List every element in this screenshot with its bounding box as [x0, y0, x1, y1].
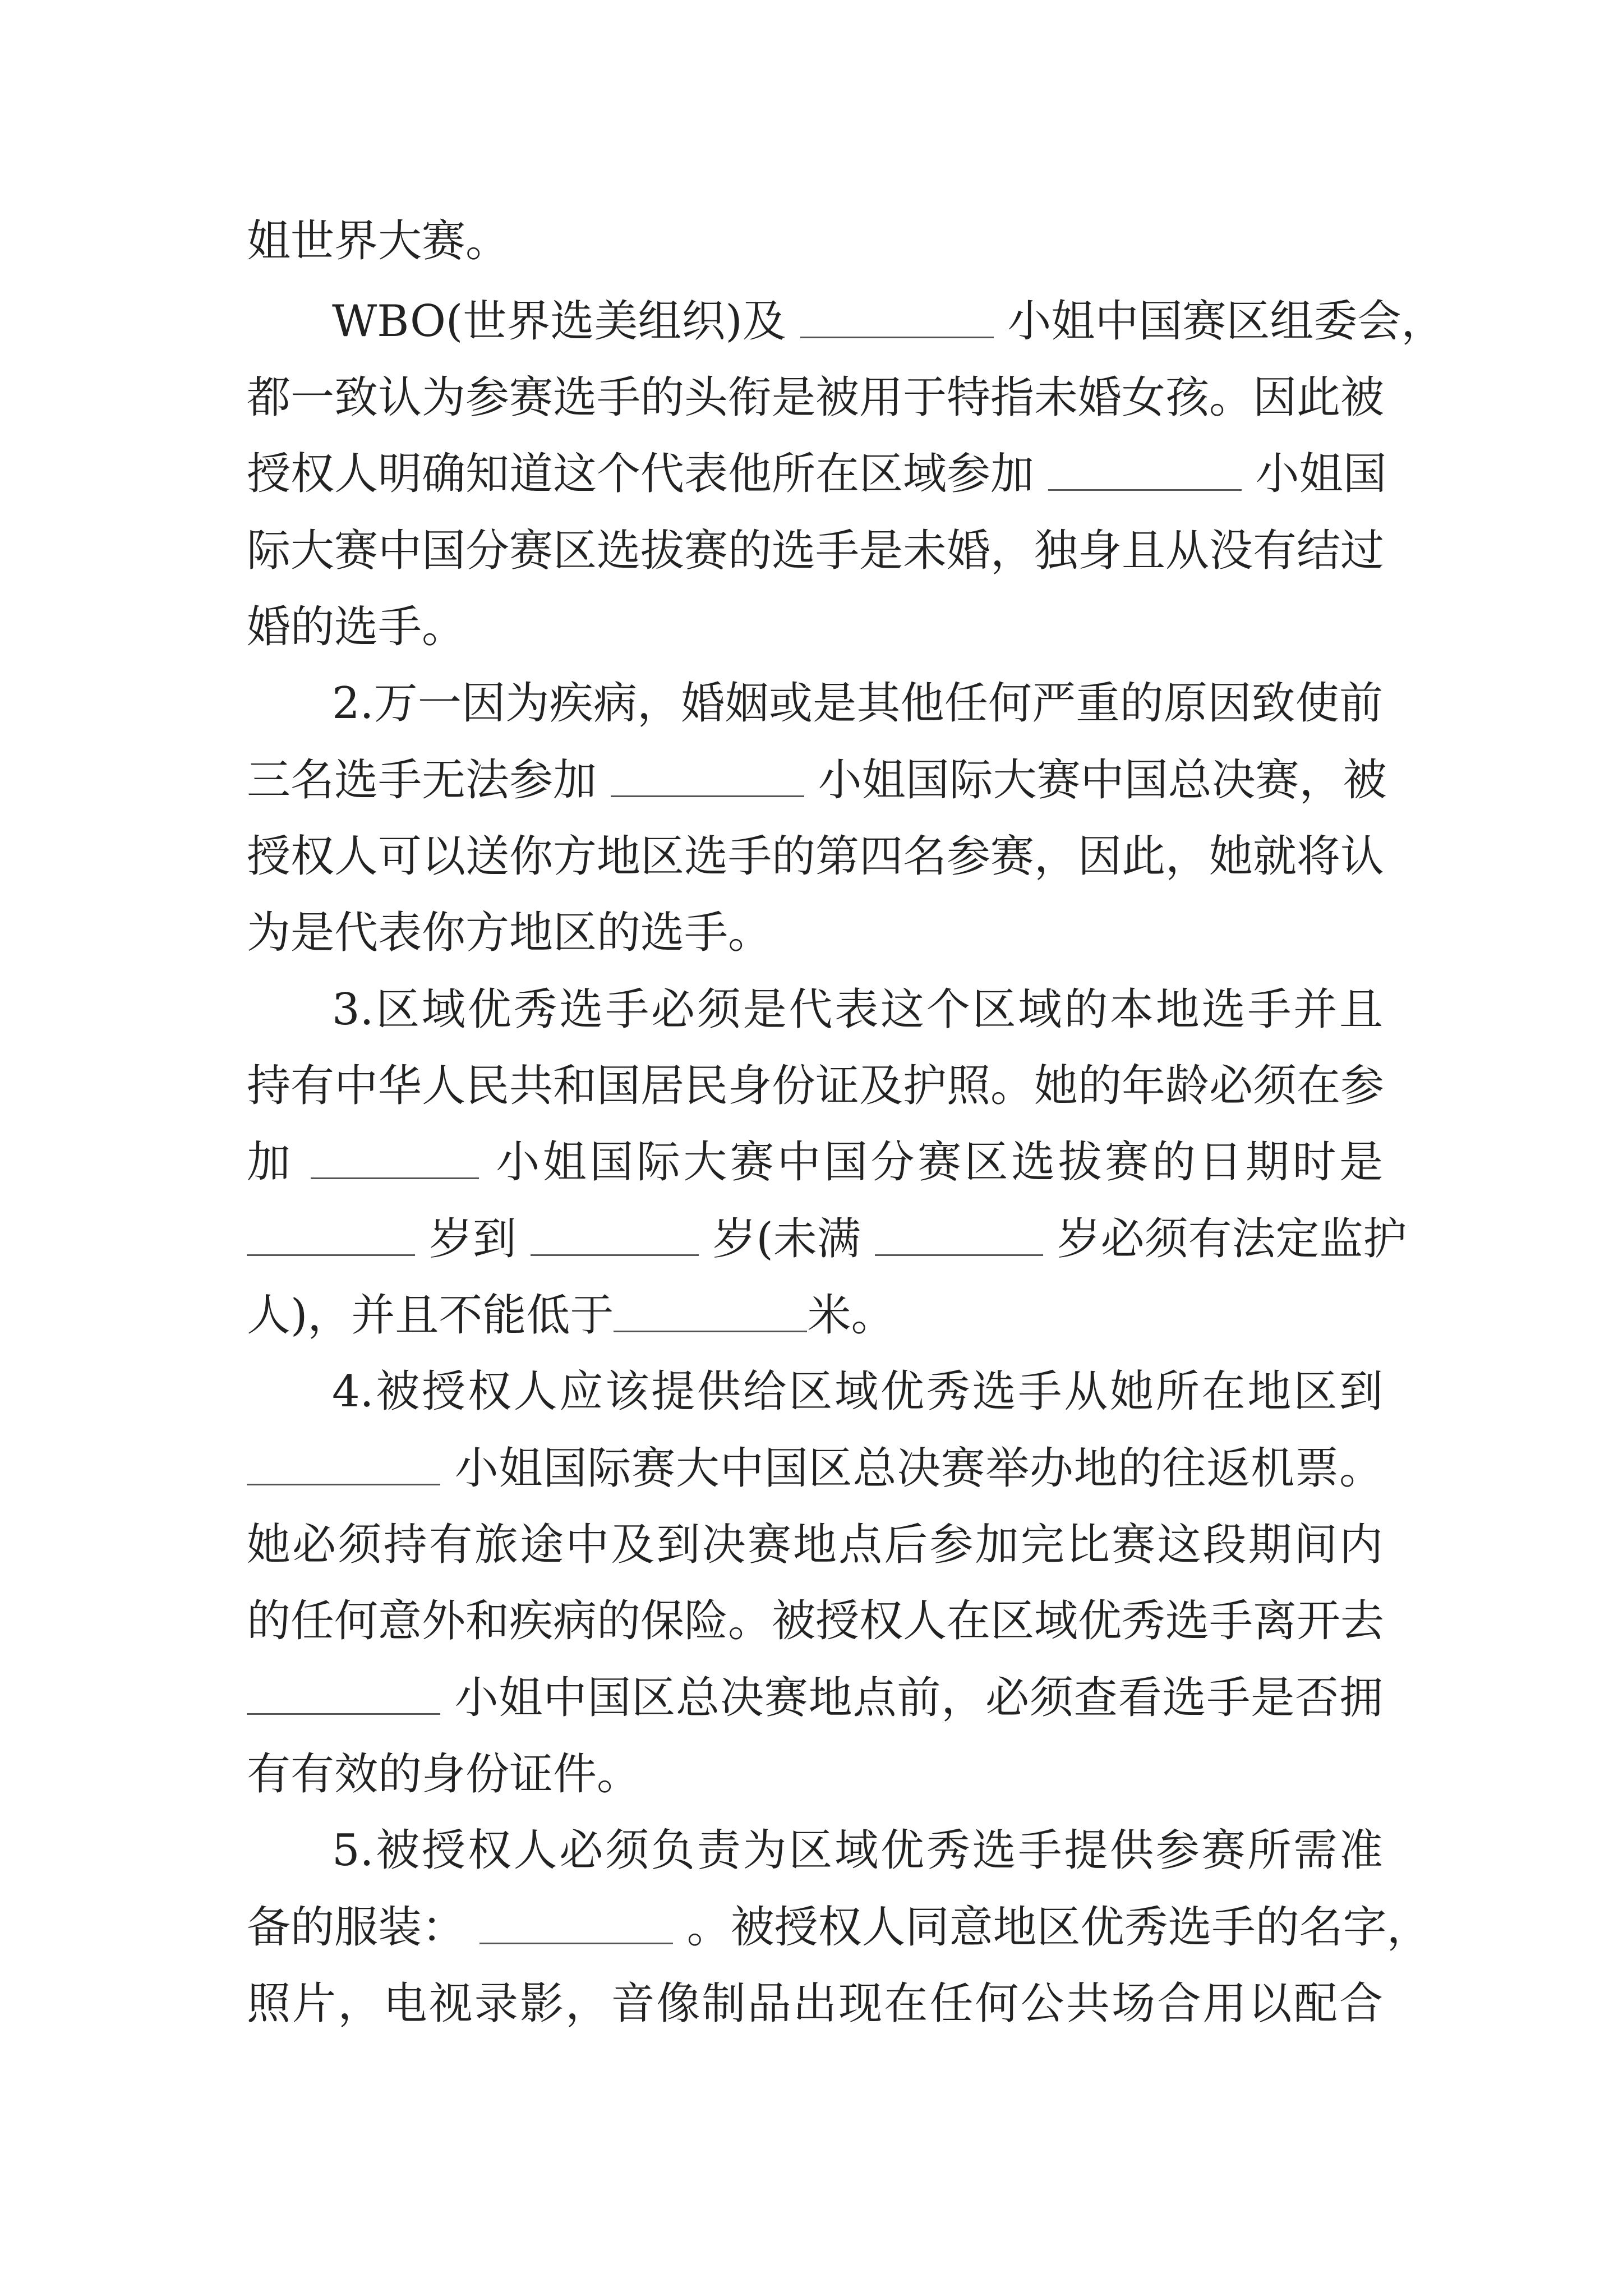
- text-fragment: 照片，电视录影，音像制品出现在任何公共场合用以配合: [247, 1978, 1383, 2029]
- text-fragment: 都一致认为参赛选手的头衔是被用于特指未婚女孩。因此被: [247, 372, 1385, 423]
- text-line: [247, 1443, 1383, 1494]
- text-line: [247, 372, 1383, 423]
- text-fragment: 。被授权人同意地区优秀选手的名字，: [686, 1902, 1431, 1953]
- text-fragment: 小姐国际大赛中国分赛区选拔赛的日期时是: [496, 1137, 1383, 1188]
- text-line: [247, 1902, 1431, 1953]
- text-fragment: 小姐国际大赛中国总决赛，被: [818, 755, 1387, 806]
- text-line: [247, 1978, 1383, 2029]
- text-line: [247, 1290, 1383, 1341]
- text-fragment: 婚的选手。: [247, 602, 466, 652]
- text-line: [332, 678, 1383, 729]
- text-line: [247, 1061, 1383, 1111]
- text-fragment: 的任何意外和疾病的保险。被授权人在区域优秀选手离开去: [247, 1596, 1385, 1646]
- text-fragment: 授权人可以送你方地区选手的第四名参赛，因此，她就将认: [247, 831, 1385, 882]
- text-line: [247, 526, 1383, 576]
- text-fragment: 际大赛中国分赛区选拔赛的选手是未婚，独身且从没有结过: [247, 526, 1385, 576]
- text-fragment: 三名选手无法参加: [247, 755, 597, 806]
- text-fragment: 小姐中国赛区组委会，: [1007, 296, 1445, 347]
- text-fragment: 小姐国: [1255, 449, 1387, 499]
- text-line: [247, 1673, 1383, 1723]
- text-fragment: 备的服装：: [247, 1902, 466, 1953]
- text-line: [332, 296, 1445, 347]
- text-fragment: 米。: [807, 1290, 895, 1341]
- text-fragment: 授权人明确知道这个代表他所在区域参加: [247, 449, 1035, 499]
- text-fragment: 3.区域优秀选手必须是代表这个区域的本地选手并且: [332, 984, 1383, 1035]
- text-fragment: 持有中华人民共和国居民身份证及护照。她的年龄必须在参: [247, 1061, 1385, 1111]
- text-line: [247, 1596, 1383, 1646]
- fill-in-blank: [875, 1221, 1043, 1256]
- fill-in-blank: [247, 1680, 440, 1715]
- text-line: [247, 602, 1383, 652]
- text-line: [247, 1520, 1383, 1570]
- text-fragment: WBO(世界选美组织)及: [332, 296, 786, 347]
- text-line: [247, 1137, 1383, 1188]
- text-line: [332, 1366, 1383, 1417]
- text-line: [247, 755, 1387, 806]
- text-fragment: 2.万一因为疾病，婚姻或是其他任何严重的原因致使前: [332, 678, 1383, 729]
- text-line: [332, 984, 1383, 1035]
- text-fragment: 有有效的身份证件。: [247, 1749, 641, 1800]
- text-fragment: 岁必须有法定监护: [1057, 1214, 1407, 1264]
- text-line: [247, 908, 1383, 958]
- text-line: [332, 1825, 1383, 1876]
- text-line: [247, 831, 1383, 882]
- text-fragment: 岁到: [428, 1214, 517, 1264]
- text-fragment: 5.被授权人必须负责为区域优秀选手提供参赛所需准: [332, 1825, 1383, 1876]
- text-fragment: 加: [247, 1137, 294, 1188]
- text-fragment: 小姐中国区总决赛地点前，必须查看选手是否拥: [454, 1673, 1383, 1723]
- fill-in-blank: [479, 1909, 673, 1944]
- text-fragment: 岁(未满: [712, 1214, 861, 1264]
- text-fragment: 为是代表你方地区的选手。: [247, 908, 772, 958]
- text-fragment: 人)，并且不能低于: [247, 1290, 614, 1341]
- fill-in-blank: [1048, 455, 1242, 491]
- fill-in-blank: [611, 762, 804, 797]
- fill-in-blank: [311, 1144, 479, 1179]
- fill-in-blank: [247, 1450, 440, 1485]
- text-line: [247, 449, 1387, 499]
- text-fragment: 姐世界大赛。: [247, 216, 510, 266]
- fill-in-blank: [800, 303, 994, 338]
- fill-in-blank: [247, 1221, 415, 1256]
- fill-in-blank: [614, 1297, 807, 1332]
- text-line: [247, 216, 1383, 266]
- text-line: [247, 1749, 1383, 1800]
- fill-in-blank: [531, 1221, 699, 1256]
- text-line: [247, 1214, 1407, 1264]
- text-fragment: 4.被授权人应该提供给区域优秀选手从她所在地区到: [332, 1366, 1383, 1417]
- text-fragment: 小姐国际赛大中国区总决赛举办地的往返机票。: [454, 1443, 1383, 1494]
- text-fragment: 她必须持有旅途中及到决赛地点后参加完比赛这段期间内: [247, 1520, 1383, 1570]
